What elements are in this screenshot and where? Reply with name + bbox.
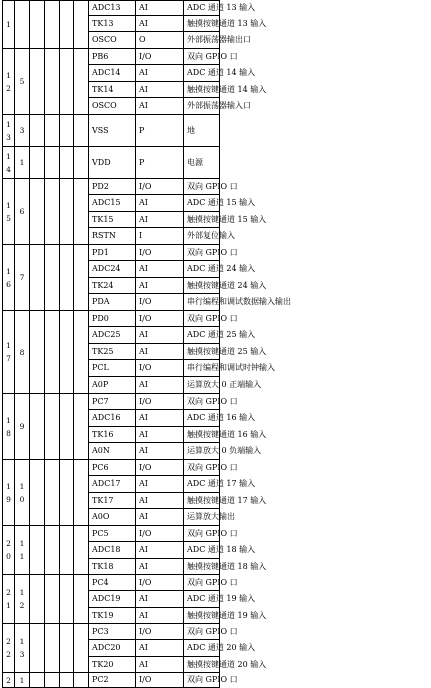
pin-description: 外部振荡器输出口 [184,32,220,49]
pin-number-digit: 8 [19,347,25,357]
pin-type: I/O [136,294,184,311]
pin-description: 串行编程和调试时钟输入 [184,360,220,377]
pin-number-a [3,179,15,245]
pin-type: P [136,147,184,179]
pin-number-empty [60,624,74,673]
pin-row [3,245,430,261]
pin-number-b [15,673,30,688]
pin-number-empty [30,49,45,115]
pin-type: I/O [136,245,184,261]
pin-description: 触摸按键通道 16 输入 [184,427,220,443]
pin-description: 触摸按键通道 18 输入 [184,559,220,575]
pin-description: 双向 GPIO 口 [184,311,220,327]
pin-description: 触摸按键通道 13 输入 [184,16,220,32]
pin-number-digit: 2 [6,539,11,548]
pin-number-empty [74,526,89,575]
pin-number-digit: 0 [6,552,11,561]
pin-type: AI [136,278,184,294]
pin-name: TK13 [89,16,136,32]
pin-number-digit: 4 [6,164,11,174]
pin-type: AI [136,65,184,82]
pin-type: I/O [136,360,184,377]
pin-type: AI [136,98,184,115]
pin-type: AI [136,377,184,394]
pin-description: 双向 GPIO 口 [184,460,220,476]
pin-number-empty [74,673,89,688]
pin-type: I/O [136,624,184,640]
pin-number-digit: 1 [6,151,11,161]
pin-row [3,624,430,640]
pin-name: TK20 [89,657,136,673]
pin-number-empty [45,49,60,115]
pin-name: A0O [89,509,136,526]
pin-type: AI [136,559,184,575]
pin-description: 触摸按键通道 24 输入 [184,278,220,294]
pin-row [3,311,430,327]
pin-type: I/O [136,575,184,591]
pin-type: AI [136,1,184,16]
pin-name: ADC20 [89,640,136,657]
pin-name: ADC16 [89,410,136,427]
pin-description: ADC 通道 14 输入 [184,65,220,82]
pin-number-digit: 2 [6,650,11,659]
pin-number-empty [30,575,45,624]
pin-description: 运算放大 0 负端输入 [184,443,220,460]
pin-number-empty [45,526,60,575]
pin-description: 双向 GPIO 口 [184,394,220,410]
pin-number-digit: 7 [6,354,11,363]
pin-number-empty [60,49,74,115]
pin-number-empty [74,311,89,394]
pin-type: AI [136,327,184,344]
pin-number-empty [45,311,60,394]
pin-number-a [3,460,15,526]
pin-number-a [3,1,15,49]
pin-type: AI [136,344,184,360]
pin-type: AI [136,542,184,559]
pin-number-empty [60,575,74,624]
pin-name: ADC17 [89,476,136,493]
pin-row [3,460,430,476]
pin-type: AI [136,410,184,427]
pin-number-b [15,460,30,526]
pin-description: 触摸按键通道 20 输入 [184,657,220,673]
pin-number-empty [45,460,60,526]
pin-description: 电源 [184,147,220,179]
pin-description: ADC 通道 20 输入 [184,640,220,657]
pin-number-empty [45,1,60,49]
pin-number-empty [45,624,60,673]
pin-name: PC7 [89,394,136,410]
pin-number-empty [60,1,74,49]
pin-number-digit: 1 [19,675,25,685]
pin-number-empty [60,245,74,311]
pin-type: AI [136,509,184,526]
pin-number-empty [74,575,89,624]
pin-type: AI [136,261,184,278]
pin-number-digit: 1 [19,481,25,491]
pin-name: ADC19 [89,591,136,608]
pin-number-empty [74,1,89,49]
pin-number-digit: 8 [6,428,11,438]
pin-name: ADC24 [89,261,136,278]
pin-number-a [3,115,15,147]
pin-number-digit: 7 [19,273,25,282]
pin-name: PC5 [89,526,136,542]
pin-description: 外部振荡器输入口 [184,98,220,115]
pin-name: TK24 [89,278,136,294]
pin-type: I [136,228,184,245]
pin-description-table [2,0,430,688]
pin-description: 触摸按键通道 14 输入 [184,82,220,98]
pin-number-digit: 3 [6,132,11,142]
pin-number-a [3,311,15,394]
pin-number-digit: 1 [6,200,11,210]
pin-number-digit: 1 [19,539,25,548]
pin-number-a [3,49,15,115]
pin-description: 双向 GPIO 口 [184,575,220,591]
pin-type: I/O [136,394,184,410]
pin-row [3,147,430,179]
pin-number-empty [30,115,45,147]
pin-description: 双向 GPIO 口 [184,179,220,195]
pin-name: A0N [89,443,136,460]
pin-number-digit: 1 [6,119,11,129]
pin-type: AI [136,493,184,509]
pin-number-empty [60,115,74,147]
pin-number-empty [30,460,45,526]
pin-number-empty [60,179,74,245]
pin-number-empty [60,394,74,460]
pin-number-digit: 6 [6,279,11,289]
pin-number-digit: 9 [6,494,11,504]
pin-number-empty [30,526,45,575]
pin-number-empty [30,624,45,673]
pin-number-digit: 1 [19,158,25,167]
pin-number-b [15,147,30,179]
pin-type: AI [136,657,184,673]
pin-row [3,1,430,16]
pin-type: I/O [136,673,184,688]
pin-row [3,575,430,591]
pin-name: PD2 [89,179,136,195]
pin-row [3,179,430,195]
pin-name: PC3 [89,624,136,640]
pin-number-empty [45,394,60,460]
pin-name: OSCO [89,98,136,115]
pin-description: 运算放大 0 正端输入 [184,377,220,394]
pin-number-empty [45,673,60,688]
pin-number-digit: 9 [19,422,25,431]
pin-description: 地 [184,115,220,147]
pin-name: ADC13 [89,1,136,16]
pin-number-empty [30,394,45,460]
pin-number-empty [74,147,89,179]
pin-type: I/O [136,526,184,542]
pin-type: AI [136,82,184,98]
pin-number-digit: 2 [19,601,25,610]
pin-type: O [136,32,184,49]
pin-row [3,394,430,410]
pin-name: TK15 [89,212,136,228]
pin-number-empty [60,673,74,688]
pin-number-empty [30,179,45,245]
pin-number-empty [30,673,45,688]
pin-name: OSCO [89,32,136,49]
pin-number-empty [30,245,45,311]
pin-number-b [15,526,30,575]
pin-number-digit: 3 [19,650,25,659]
pin-description: ADC 通道 25 输入 [184,327,220,344]
pin-name: TK17 [89,493,136,509]
pin-number-b [15,311,30,394]
pin-name: TK25 [89,344,136,360]
pin-number-b [15,1,30,49]
pin-description: ADC 通道 16 输入 [184,410,220,427]
pin-row [3,115,430,147]
pin-number-empty [30,311,45,394]
pin-description: ADC 通道 18 输入 [184,542,220,559]
pin-number-empty [74,179,89,245]
pin-name: ADC14 [89,65,136,82]
pin-number-b [15,115,30,147]
pin-number-digit: 1 [6,341,11,350]
pin-number-b [15,624,30,673]
pin-name: ADC18 [89,542,136,559]
pin-number-a [3,147,15,179]
pin-description: 运算放大输出 [184,509,220,526]
pin-name: PD1 [89,245,136,261]
pin-number-b [15,575,30,624]
pin-number-empty [74,394,89,460]
pin-number-empty [60,526,74,575]
pin-description: 外部复位输入 [184,228,220,245]
pin-name: A0P [89,377,136,394]
pin-number-digit: 1 [19,588,25,597]
pin-name: TK14 [89,82,136,98]
pin-type: I/O [136,49,184,65]
pin-name: PD0 [89,311,136,327]
pin-number-b [15,179,30,245]
pin-row [3,673,430,688]
pin-number-b [15,245,30,311]
pin-type: AI [136,16,184,32]
pin-type: AI [136,476,184,493]
pin-description: 双向 GPIO 口 [184,624,220,640]
pin-description: 双向 GPIO 口 [184,526,220,542]
pin-number-empty [45,115,60,147]
pin-number-digit: 2 [6,675,11,685]
pin-number-digit: 5 [19,77,25,86]
pin-number-empty [74,624,89,673]
pin-description: ADC 通道 24 输入 [184,261,220,278]
pin-name: TK16 [89,427,136,443]
pin-type: AI [136,427,184,443]
pin-number-a [3,245,15,311]
pin-description: 双向 GPIO 口 [184,245,220,261]
pin-type: I/O [136,460,184,476]
pin-number-empty [45,575,60,624]
pin-type: AI [136,195,184,212]
pin-number-digit: 1 [6,601,11,610]
pin-number-b [15,49,30,115]
pin-number-digit: 1 [6,70,11,80]
pin-number-empty [30,1,45,49]
pin-number-a [3,673,15,688]
pin-number-digit: 3 [19,126,25,135]
pin-name: PDA [89,294,136,311]
pin-number-empty [74,245,89,311]
pin-description: ADC 通道 19 输入 [184,591,220,608]
pin-number-empty [60,311,74,394]
pin-number-digit: 2 [6,588,11,597]
pin-type: AI [136,591,184,608]
pin-number-empty [45,179,60,245]
pin-name: VSS [89,115,136,147]
pin-number-a [3,624,15,673]
pin-number-digit: 2 [6,637,11,646]
pin-row [3,526,430,542]
pin-number-a [3,575,15,624]
pin-description: 触摸按键通道 19 输入 [184,608,220,624]
pin-description: ADC 通道 17 输入 [184,476,220,493]
pin-description: ADC 通道 13 输入 [184,1,220,16]
pin-description: 触摸按键通道 15 输入 [184,212,220,228]
pin-number-a [3,394,15,460]
pin-number-digit: 2 [6,83,11,93]
pin-number-empty [30,147,45,179]
pin-name: PC4 [89,575,136,591]
pin-number-a [3,526,15,575]
pin-description: 触摸按键通道 17 输入 [184,493,220,509]
pin-description: 串行编程和调试数据输入输出 [184,294,220,311]
pin-row [3,49,430,65]
pin-description: 触摸按键通道 25 输入 [184,344,220,360]
pin-name: RSTN [89,228,136,245]
pin-number-digit: 1 [6,481,11,491]
pin-number-empty [60,147,74,179]
pin-number-digit: 1 [19,637,25,646]
pin-name: ADC25 [89,327,136,344]
pin-name: VDD [89,147,136,179]
pin-number-empty [45,147,60,179]
pin-number-digit: 1 [19,552,25,561]
pin-type: AI [136,608,184,624]
pin-name: PB6 [89,49,136,65]
pin-type: I/O [136,311,184,327]
pin-number-b [15,394,30,460]
pin-name: PCL [89,360,136,377]
pin-name: TK19 [89,608,136,624]
pin-name: TK18 [89,559,136,575]
pin-type: AI [136,640,184,657]
pin-number-digit: 5 [6,213,11,223]
pin-description: ADC 通道 15 输入 [184,195,220,212]
pin-number-empty [74,115,89,147]
pin-number-empty [74,49,89,115]
pin-number-digit: 1 [6,20,11,29]
pin-description: 双向 GPIO 口 [184,673,220,688]
pin-type: I/O [136,179,184,195]
pin-number-empty [45,245,60,311]
pin-name: ADC15 [89,195,136,212]
pin-name: PC6 [89,460,136,476]
pin-number-empty [60,460,74,526]
pin-table-body [3,1,430,688]
pin-number-digit: 1 [6,266,11,276]
pin-type: AI [136,212,184,228]
pin-type: AI [136,443,184,460]
pin-type: P [136,115,184,147]
pin-number-digit: 0 [19,494,25,504]
pin-number-empty [74,460,89,526]
pin-number-digit: 6 [19,207,25,216]
pin-name: PC2 [89,673,136,688]
pin-number-digit: 1 [6,415,11,425]
pin-description: 双向 GPIO 口 [184,49,220,65]
